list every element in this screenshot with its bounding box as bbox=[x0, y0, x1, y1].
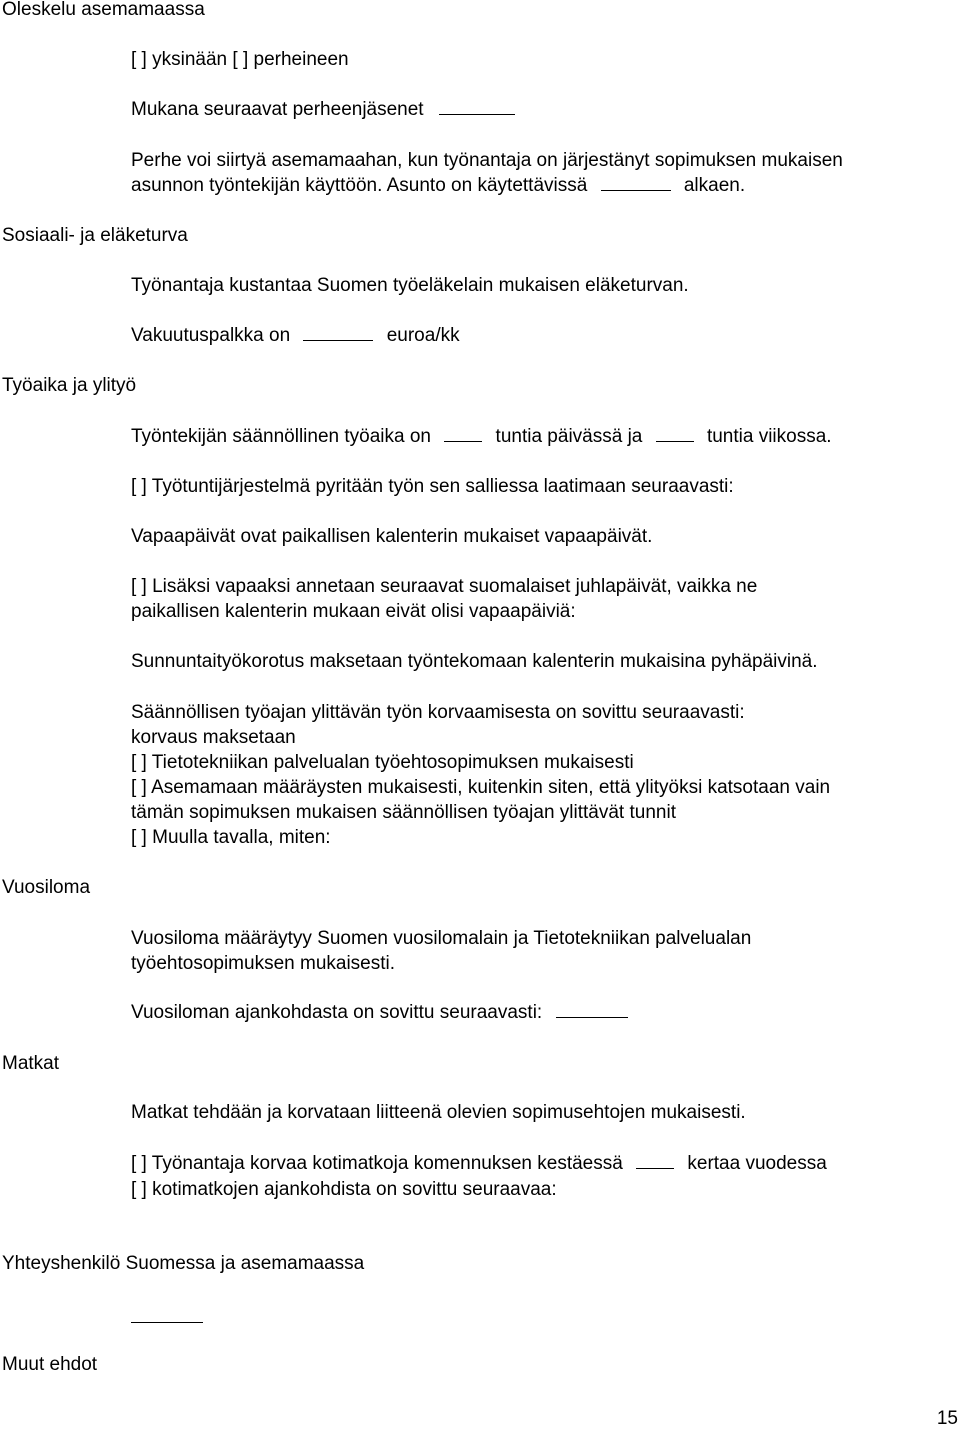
tyoaika-hours-week: tuntia viikossa. bbox=[706, 426, 832, 447]
sosiaali-salary-label: Vakuutuspalkka on bbox=[131, 325, 291, 346]
tyoaika-line-4: [ ] Lisäksi vapaaksi annetaan seuraavat suomalaiset juhlapäivät, vaikka ne bbox=[131, 576, 758, 597]
oleskelu-family-label: Mukana seuraavat perheenjäsenet bbox=[131, 99, 424, 120]
oleskelu-family-members bbox=[131, 97, 952, 122]
vuosiloma-timing-blank bbox=[556, 1000, 628, 1018]
tyoaika-line-9: [ ] Tietotekniikan palvelualan työehtosopimuksen mukaisesti bbox=[131, 752, 634, 773]
tyoaika-hours-day: tuntia päivässä ja bbox=[495, 426, 643, 447]
oleskelu-option-line: [ ] yksinään [ ] perheineen bbox=[131, 49, 349, 70]
sosiaali-salary bbox=[131, 323, 952, 348]
vuosiloma-timing bbox=[131, 1000, 952, 1025]
contact-person-blank bbox=[131, 1322, 203, 1323]
heading-tyoaika: Työaika ja ylityö bbox=[2, 375, 137, 396]
page-number: 15 bbox=[936, 1408, 958, 1429]
sosiaali-salary-unit: euroa/kk bbox=[386, 325, 460, 346]
heading-muut-ehdot: Muut ehdot bbox=[2, 1354, 98, 1375]
vuosiloma-line-2: työehtosopimuksen mukaisesti. bbox=[131, 953, 396, 974]
matkat-line-3: [ ] kotimatkojen ajankohdista on sovittu seuraavaa: bbox=[131, 1179, 557, 1200]
oleskelu-availability-text: asunnon työntekijän käyttöön. Asunto on käytettävissä bbox=[131, 175, 588, 196]
vuosiloma-timing-label: Vuosiloman ajankohdasta on sovittu seuraavasti: bbox=[131, 1002, 543, 1023]
heading-sosiaali: Sosiaali- ja eläketurva bbox=[2, 225, 188, 246]
oleskelu-availability bbox=[131, 173, 952, 198]
hours-per-day-blank bbox=[444, 424, 482, 442]
tyoaika-line-12: [ ] Muulla tavalla, miten: bbox=[131, 827, 331, 848]
tyoaika-line-6: Sunnuntaityökorotus maksetaan työntekomaan kalenterin mukaisina pyhäpäivinä. bbox=[131, 651, 818, 672]
tyoaika-line-8: korvaus maksetaan bbox=[131, 727, 296, 748]
matkat-trips-suffix: kertaa vuodessa bbox=[687, 1153, 827, 1174]
tyoaika-line-7: Säännöllisen työajan ylittävän työn korvaamisesta on sovittu seuraavasti: bbox=[131, 702, 745, 723]
family-members-blank bbox=[439, 97, 515, 115]
hours-per-week-blank bbox=[656, 424, 694, 442]
sosiaali-text-line: Työnantaja kustantaa Suomen työeläkelain mukaisen eläketurvan. bbox=[131, 275, 689, 296]
salary-blank bbox=[303, 323, 373, 341]
tyoaika-hours-label: Työntekijän säännöllinen työaika on bbox=[131, 426, 431, 447]
tyoaika-line-11: tämän sopimuksen mukaisen säännöllisen työajan ylittävät tunnit bbox=[131, 802, 676, 823]
tyoaika-line-10: [ ] Asemamaan määräysten mukaisesti, kuitenkin siten, että ylityöksi katsotaan vain bbox=[131, 777, 831, 798]
oleskelu-text-line: Perhe voi siirtyä asemamaahan, kun työnantaja on järjestänyt sopimuksen mukaisen bbox=[131, 150, 843, 171]
heading-matkat: Matkat bbox=[2, 1053, 60, 1074]
matkat-trips bbox=[131, 1151, 952, 1176]
matkat-line-1: Matkat tehdään ja korvataan liitteenä olevien sopimusehtojen mukaisesti. bbox=[131, 1102, 746, 1123]
tyoaika-hours bbox=[131, 424, 952, 449]
heading-yhteyshenkilo: Yhteyshenkilö Suomessa ja asemamaassa bbox=[2, 1253, 365, 1274]
vuosiloma-line-1: Vuosiloma määräytyy Suomen vuosilomalain ja Tietotekniikan palvelualan bbox=[131, 928, 752, 949]
availability-date-blank bbox=[601, 173, 671, 191]
tyoaika-line-5: paikallisen kalenterin mukaan eivät olisi vapaapäiviä: bbox=[131, 601, 576, 622]
matkat-trips-label: [ ] Työnantaja korvaa kotimatkoja komennuksen kestäessä bbox=[131, 1153, 623, 1174]
heading-vuosiloma: Vuosiloma bbox=[2, 877, 91, 898]
tyoaika-line-3: Vapaapäivät ovat paikallisen kalenterin mukaiset vapaapäivät. bbox=[131, 526, 653, 547]
trips-per-year-blank bbox=[636, 1151, 674, 1169]
oleskelu-availability-suffix: alkaen. bbox=[683, 175, 746, 196]
tyoaika-line-2: [ ] Työtuntijärjestelmä pyritään työn sen salliessa laatimaan seuraavasti: bbox=[131, 476, 734, 497]
heading-oleskelu: Oleskelu asemamaassa bbox=[2, 0, 205, 20]
